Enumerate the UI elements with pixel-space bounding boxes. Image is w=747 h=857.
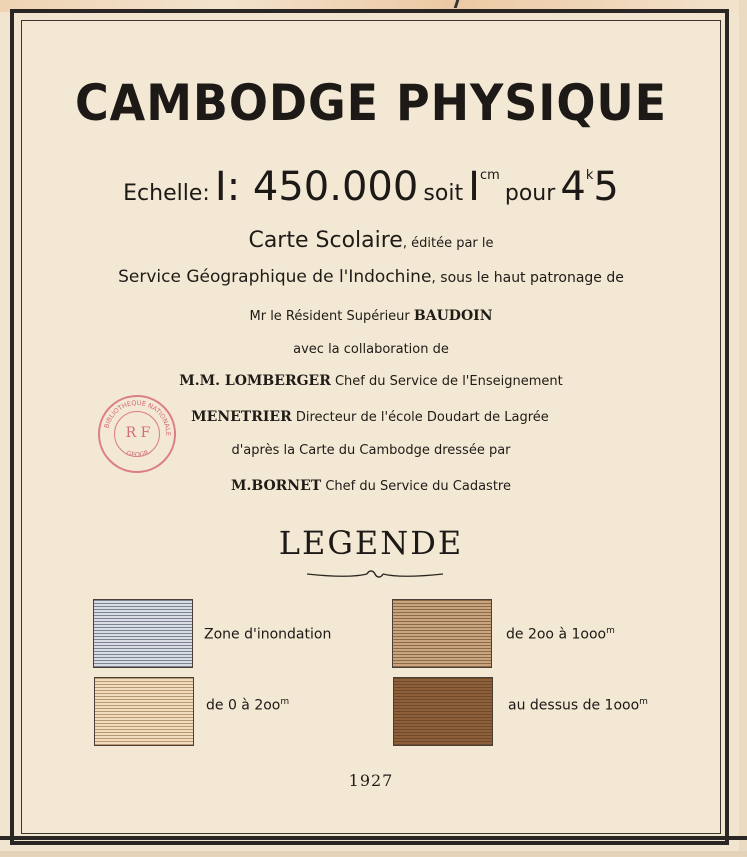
scale-cm-unit: cm (479, 168, 500, 183)
resident-prefix: Mr le Résident Supérieur (249, 309, 410, 324)
legend-swatch-above-1000 (393, 677, 493, 746)
scale-km-value: 4 (560, 164, 586, 210)
legend-swatch-flood-zone (93, 599, 193, 668)
menetrier-name: MENETRIER (191, 409, 292, 425)
scale-statement (21, 164, 721, 210)
scale-ratio: I: 450.000 (214, 164, 419, 210)
scale-one: I (468, 164, 480, 210)
service-geographique: Service Géographique de l'Indochine (118, 267, 432, 287)
legend-label-0-200: de 0 à $2oo^m$ (206, 697, 290, 714)
legend-flourish (305, 568, 445, 580)
patronage-text: , sous le haut patronage de (431, 270, 624, 286)
bornet-role: Chef du Service du Cadastre (325, 479, 511, 494)
map-edge-mark (454, 0, 470, 8)
lomberger-line (21, 373, 721, 389)
menetrier-role: Directeur de l'école Doudart de Lagrée (295, 410, 549, 425)
bornet-line (21, 478, 721, 494)
legend-label-above-1000: au dessus de 1ooo$^m$ (508, 697, 648, 714)
dapres-line: d'après la Carte du Cambodge dressée par (231, 443, 511, 458)
lomberger-name: M.M. LOMBERGER (179, 373, 331, 389)
publication-year: 1927 (348, 771, 394, 790)
service-line (21, 267, 721, 287)
legend-label-200-1000: de 2oo à 1ooo$^m$ (506, 626, 615, 643)
legend-swatch-0-200 (94, 677, 194, 746)
collaboration-line: avec la collaboration de (293, 342, 449, 357)
legend-title: LEGENDE (278, 524, 464, 562)
scale-km-decimal: 5 (593, 164, 619, 210)
map-right-margin (739, 0, 747, 857)
scale-km-unit: k (585, 168, 594, 183)
resident-line (21, 308, 721, 324)
stamp-ring-bottom: GEOGR. (125, 447, 152, 459)
scale-soit: soit (423, 181, 464, 206)
stamp-center-text: R F (125, 425, 151, 441)
legend-swatch-200-1000 (392, 599, 492, 668)
carte-scolaire: Carte Scolaire (248, 228, 403, 253)
scale-pour: pour (504, 181, 556, 206)
library-stamp (98, 395, 176, 473)
map-bottom-margin (0, 851, 747, 857)
carte-scolaire-line (21, 228, 721, 253)
bornet-name: M.BORNET (231, 478, 322, 494)
lomberger-role: Chef du Service de l'Enseignement (334, 374, 563, 389)
map-title: CAMBODGE PHYSIQUE (75, 74, 667, 132)
editee-par: , éditée par le (402, 236, 494, 251)
resident-name: BAUDOIN (413, 308, 493, 324)
legend-label-flood-zone: Zone d'inondation (204, 626, 332, 643)
bottom-border-rule (0, 836, 747, 840)
stamp-ring-top: BIBLIOTHEQUE NATIONALE (102, 398, 173, 437)
stamp-inner-circle (114, 411, 160, 457)
scale-prefix: Echelle: (123, 181, 210, 206)
